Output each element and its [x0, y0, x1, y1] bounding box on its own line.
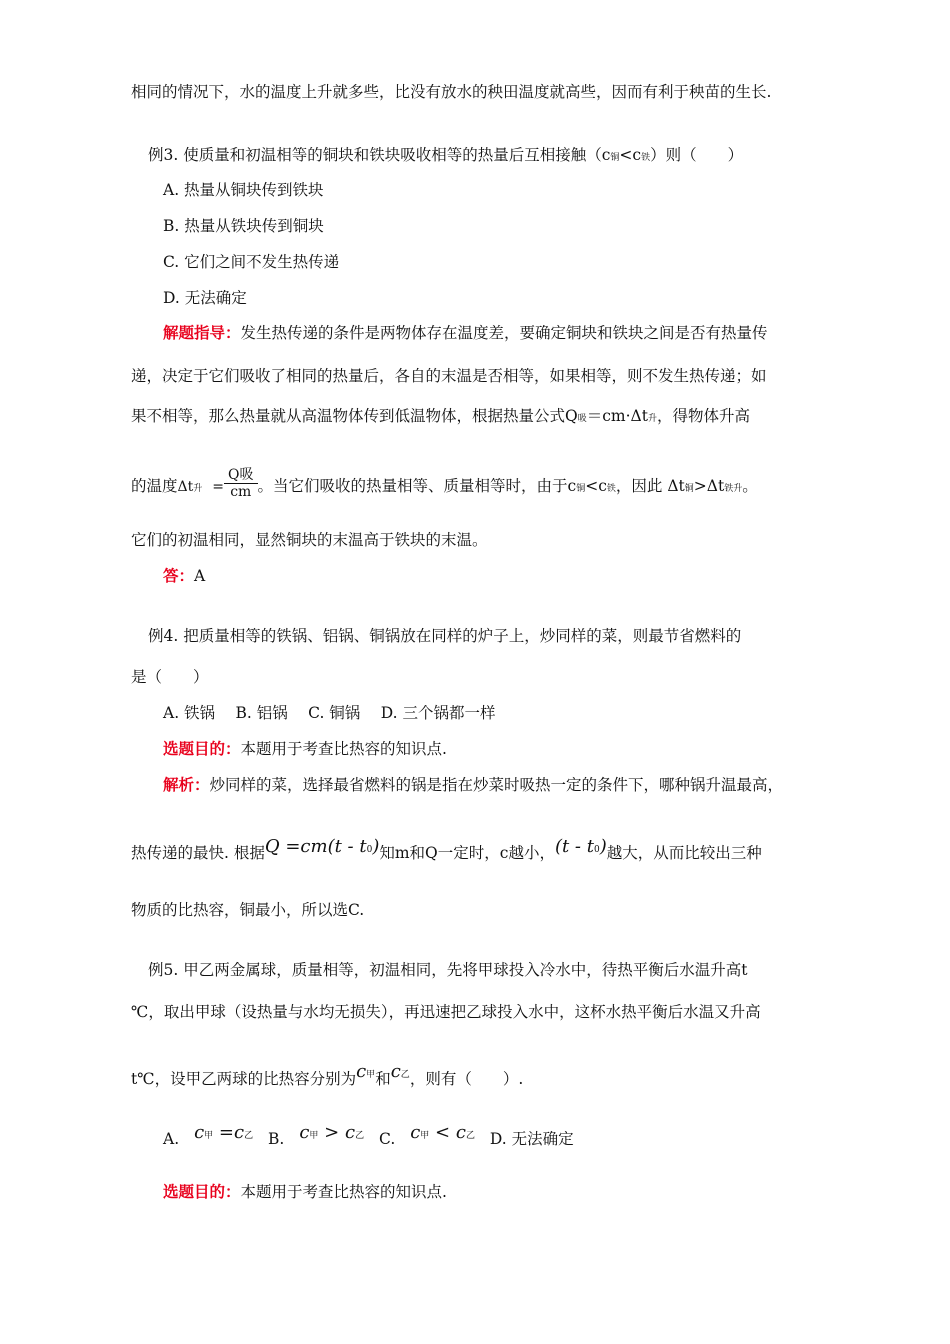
c: c — [390, 1061, 401, 1082]
text: 本题用于考查比热容的知识点. — [240, 740, 447, 758]
formula — [555, 836, 607, 857]
c: c — [234, 1122, 245, 1143]
text: ，因此 Δt — [615, 477, 685, 495]
purpose-label: 选题目的： — [163, 1182, 241, 1201]
subscript: 甲 — [420, 1131, 430, 1141]
option-b-label: B. — [268, 1130, 285, 1148]
c: c — [410, 1122, 421, 1143]
text: 和 — [375, 1070, 391, 1088]
example-3-question — [148, 145, 743, 168]
subscript: 乙 — [465, 1131, 475, 1141]
example-5-purpose — [163, 1182, 447, 1202]
formula-text: Q =cm(t - t — [264, 836, 367, 857]
text: ，得物体升高 — [656, 407, 750, 425]
text: 热传递的最快. 根据 — [131, 844, 265, 862]
text: t℃，设甲乙两球的比热容分别为 — [131, 1070, 357, 1088]
text: 越大，从而比较出三种 — [606, 844, 762, 862]
example-3-answer — [163, 566, 205, 586]
fraction — [224, 467, 257, 500]
c: c — [344, 1122, 356, 1143]
example-5-question-line-3 — [131, 1061, 524, 1097]
subscript: 乙 — [355, 1131, 365, 1141]
text: 相同的情况下，水的温度上升就多些，比没有放水的秧田温度就高些，因而有利于秧苗的生长. — [131, 83, 772, 101]
text: 的温度 — [131, 477, 178, 495]
subscript: 0 — [366, 845, 373, 855]
formula-text: (t - t — [554, 836, 594, 857]
text: >Δt — [693, 477, 725, 495]
answer-value: A — [194, 567, 206, 585]
subscript: 甲 — [204, 1131, 214, 1141]
option-a-formula — [194, 1122, 253, 1143]
subscript: 甲 — [366, 1070, 376, 1080]
subscript: 铜 — [610, 153, 620, 163]
text: 本题用于考查比热容的知识点. — [240, 1183, 447, 1201]
example-5-options — [163, 1124, 574, 1157]
delta-t: Δt — [177, 479, 194, 495]
example-3-guide-line-3 — [131, 406, 750, 429]
equals: = — [212, 479, 225, 495]
purpose-label: 选题目的： — [163, 739, 241, 758]
text: <c — [585, 477, 607, 495]
formula — [265, 836, 380, 857]
text: 。 — [742, 477, 758, 495]
example-5-question-line-2: ℃，取出甲球（设热量与水均无损失），再迅速把乙球投入水中，这杯水热平衡后水温又升高 — [131, 1003, 761, 1021]
c: c — [455, 1122, 466, 1143]
analysis-label: 解析： — [163, 775, 210, 794]
text: 发生热传递的条件是两物体存在温度差，要确定铜块和铁块之间是否有热量传 — [240, 324, 768, 342]
example-4-question-line-2: 是（ ） — [131, 668, 209, 686]
example-4-purpose — [163, 739, 447, 759]
text: ）则（ ） — [650, 146, 744, 164]
option-d-label: D. 无法确定 — [489, 1130, 574, 1148]
example-3-guide-line-5: 它们的初温相同，显然铜块的末温高于铁块的末温。 — [131, 531, 488, 549]
text: 知m和Q一定时，c越小， — [379, 844, 555, 862]
example-4-options: A. 铁锅 B. 铝锅 C. 铜锅 D. 三个锅都一样 — [163, 704, 496, 722]
fraction-numerator: Q吸 — [228, 466, 254, 483]
option-a-label: A. — [163, 1130, 180, 1148]
answer-label: 答： — [163, 566, 195, 585]
example-5-question-line-1: 例5. 甲乙两金属球，质量相等，初温相同，先将甲球投入冷水中，待热平衡后水温升高t — [148, 961, 748, 979]
subscript: 铁 — [641, 153, 651, 163]
subscript: 铁 — [606, 484, 616, 494]
text: ＝cm·Δt — [586, 407, 648, 425]
example-4-question-line-1: 例4. 把质量相等的铁锅、铝锅、铜锅放在同样的炉子上，炒同样的菜，则最节省燃料的 — [148, 627, 742, 645]
text: 例3. 使质量和初温相等的铜块和铁块吸收相等的热量后互相接触（c — [148, 146, 611, 164]
example-3-guide-line-4 — [131, 468, 758, 507]
c: c — [299, 1122, 310, 1143]
option-c-formula — [410, 1122, 475, 1143]
subscript: 乙 — [400, 1070, 410, 1080]
operator: > — [324, 1122, 340, 1143]
example-3-option-b: B. 热量从铁块传到铜块 — [163, 217, 324, 235]
subscript: 甲 — [309, 1131, 319, 1141]
operator: < — [435, 1122, 451, 1143]
c: c — [356, 1061, 367, 1082]
subscript: 铜 — [576, 484, 586, 494]
subscript: 铁升 — [724, 484, 743, 494]
example-3-option-a: A. 热量从铜块传到铁块 — [163, 181, 324, 199]
subscript: 铜 — [684, 484, 694, 494]
c-symbol — [356, 1061, 375, 1082]
fraction-denominator: cm — [230, 483, 252, 500]
paragraph-top — [131, 82, 771, 102]
text: ，则有（ ）. — [409, 1070, 524, 1088]
text: 果不相等，那么热量就从高温物体传到低温物体，根据热量公式Q — [131, 407, 578, 425]
option-c-label: C. — [379, 1130, 396, 1148]
formula-text: ) — [599, 836, 607, 857]
guide-label: 解题指导： — [163, 323, 241, 342]
subscript: 乙 — [244, 1131, 254, 1141]
text: 。当它们吸收的热量相等、质量相等时，由于c — [257, 477, 577, 495]
example-4-analysis-line-3: 物质的比热容，铜最小，所以选C. — [131, 901, 365, 919]
formula-text: ) — [372, 836, 380, 857]
subscript: 升 — [193, 484, 203, 494]
text: 炒同样的菜，选择最省燃料的锅是指在炒菜时吸热一定的条件下，哪种锅升温最高， — [209, 776, 784, 794]
c-symbol — [391, 1061, 410, 1082]
c: c — [194, 1122, 205, 1143]
operator: = — [218, 1122, 234, 1143]
example-3-guide-line-1 — [163, 323, 768, 343]
text: <c — [619, 146, 642, 164]
example-3-option-c: C. 它们之间不发生热传递 — [163, 253, 340, 271]
example-3-option-d: D. 无法确定 — [163, 289, 247, 307]
option-b-formula — [299, 1122, 364, 1143]
subscript: 0 — [593, 845, 600, 855]
example-4-analysis-line-1 — [163, 775, 783, 795]
subscript: 吸 — [577, 414, 587, 424]
example-3-guide-line-2: 递，决定于它们吸收了相同的热量后，各自的末温是否相等，如果相等，则不发生热传递；如 — [131, 367, 767, 385]
subscript: 升 — [647, 414, 657, 424]
example-4-analysis-line-2 — [131, 838, 762, 871]
